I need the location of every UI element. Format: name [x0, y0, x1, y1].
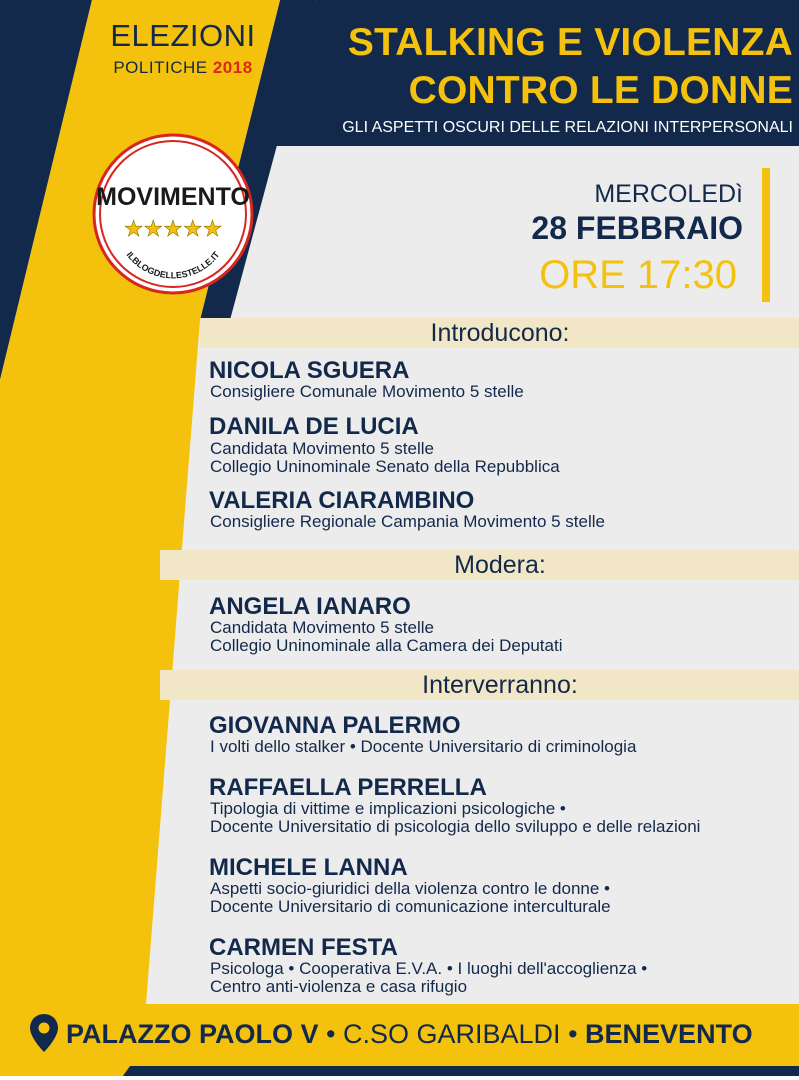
elezioni-label: ELEZIONI — [110, 18, 256, 53]
speaker-name: RAFFAELLA PERRELLA — [209, 774, 487, 801]
speaker-desc: Consigliere Comunale Movimento 5 stelle — [210, 382, 524, 401]
speaker-desc: Docente Universitatio di psicologia dello sviluppo e delle relazioni — [210, 817, 701, 836]
subtitle: GLI ASPETTI OSCURI DELLE RELAZIONI INTERPERSONALI — [342, 119, 793, 136]
logo-graphic — [92, 133, 254, 295]
movimento-logo — [92, 133, 254, 295]
logo-brand-text: MOVIMENTO — [96, 183, 250, 211]
title-line-2: CONTRO LE DONNE — [408, 69, 793, 112]
event-date: 28 FEBBRAIO — [531, 210, 743, 246]
venue-street: C.SO GARIBALDI — [342, 1019, 561, 1049]
date-accent-bar — [762, 168, 770, 302]
speaker-desc: Collegio Uninominale Senato della Repubblica — [210, 457, 560, 476]
speaker-desc: Centro anti-violenza e casa rifugio — [210, 977, 468, 996]
logo-stars: ★★★★★ — [123, 217, 223, 242]
logo-url-text: ILBLOGDELLESTELLE.IT — [124, 249, 222, 281]
speaker-desc: Tipologia di vittime e implicazioni psicologiche • — [210, 799, 566, 818]
speaker-desc: Docente Universitario di comunicazione interculturale — [210, 897, 611, 916]
event-day: MERCOLEDì — [594, 180, 743, 208]
title-line-1: STALKING E VIOLENZA — [347, 21, 793, 64]
politiche-label — [104, 58, 262, 78]
speaker-desc: Consigliere Regionale Campania Movimento 5 stelle — [210, 512, 605, 531]
politiche-text: POLITICHE — [113, 58, 208, 77]
speaker-name: ANGELA IANARO — [209, 593, 411, 620]
event-time: ORE 17:30 — [539, 253, 737, 297]
speaker-name: CARMEN FESTA — [209, 934, 398, 961]
separator: • — [568, 1019, 578, 1049]
venue-name: PALAZZO PAOLO V — [66, 1019, 319, 1049]
year-text: 2018 — [212, 58, 253, 77]
speaker-name: VALERIA CIARAMBINO — [209, 487, 475, 514]
speaker-desc: Collegio Uninominale alla Camera dei Deputati — [210, 636, 563, 655]
speaker-desc: Aspetti socio-giuridici della violenza contro le donne • — [210, 879, 611, 898]
speaker-desc: I volti dello stalker • Docente Universitario di criminologia — [210, 737, 637, 756]
speaker-desc: Candidata Movimento 5 stelle — [210, 618, 434, 637]
venue-city: BENEVENTO — [585, 1019, 753, 1049]
separator: • — [326, 1019, 336, 1049]
speaker-name: GIOVANNA PALERMO — [209, 712, 461, 739]
speaker-name: NICOLA SGUERA — [209, 357, 410, 384]
location-pin-icon — [30, 1014, 58, 1052]
speaker-desc: Candidata Movimento 5 stelle — [210, 439, 434, 458]
speaker-desc: Psicologa • Cooperativa E.V.A. • I luoghi dell'accoglienza • — [210, 959, 648, 978]
section-title-introducono: Introducono: — [430, 319, 570, 347]
section-title-interverranno: Interverranno: — [422, 671, 578, 699]
venue-address — [66, 1017, 753, 1051]
speaker-name: MICHELE LANNA — [209, 854, 408, 881]
section-title-modera: Modera: — [454, 551, 546, 579]
speaker-name: DANILA DE LUCIA — [209, 413, 419, 440]
